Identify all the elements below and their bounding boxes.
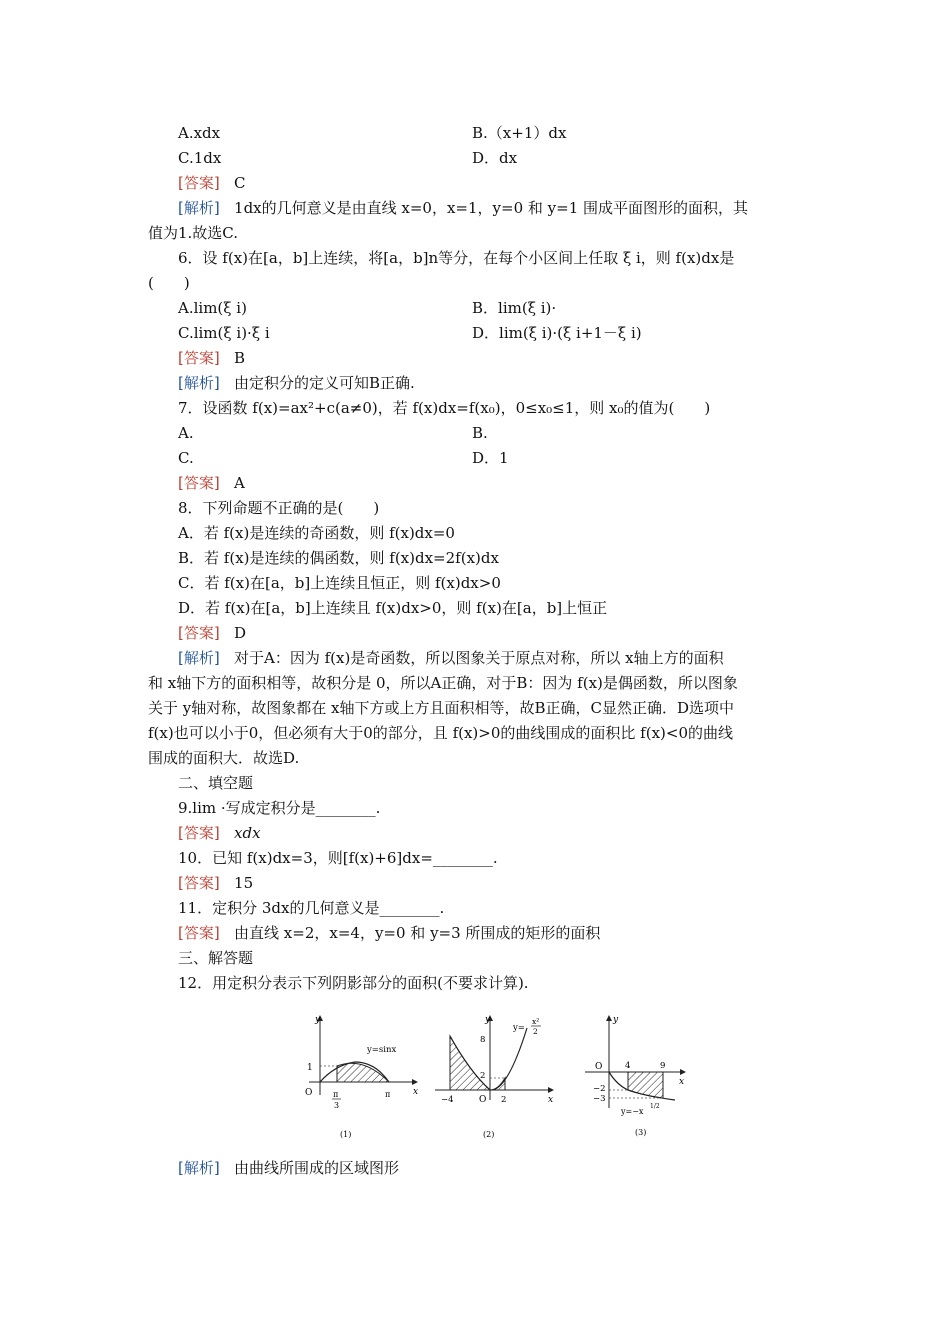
answer-tag: [答案] <box>178 474 220 492</box>
figure-3 <box>585 1015 685 1137</box>
q7-option-a: A. <box>178 424 194 442</box>
q11-stem: 11．定积分 3dx的几何意义是________. <box>178 899 445 917</box>
q7-stem: 7．设函数 f(x)=ax²+c(a≠0)，若 f(x)dx=f(x₀)，0≤x₀≤1，则 x₀的值为( ) <box>178 399 711 417</box>
q10-answer-line <box>178 873 253 893</box>
q10-stem: 10．已知 f(x)dx=3，则[f(x)+6]dx=________. <box>178 849 498 867</box>
q6-option-d: D．lim(ξ i)·(ξ i+1－ξ i) <box>472 324 642 342</box>
analysis-tag: [解析] <box>178 1159 220 1177</box>
q6-option-c: C.lim(ξ i)·ξ i <box>178 324 270 342</box>
fig2-curve-label-num: x² <box>532 1017 540 1026</box>
q5-answer: C <box>234 174 246 192</box>
fig2-origin: O <box>479 1095 487 1105</box>
q7-option-c: C. <box>178 449 194 467</box>
q5-option-b: B.（x+1）dx <box>472 124 567 142</box>
answer-tag: [答案] <box>178 824 220 842</box>
q8-option-b: B．若 f(x)是连续的偶函数，则 f(x)dx=2f(x)dx <box>178 549 499 567</box>
q8-stem: 8．下列命题不正确的是( ) <box>178 499 380 517</box>
q7-answer-line <box>178 473 245 493</box>
q8-option-a: A．若 f(x)是连续的奇函数，则 f(x)dx=0 <box>178 524 455 542</box>
fig1-origin: O <box>305 1088 313 1098</box>
fig1-curve-label: y=sinx <box>367 1045 397 1055</box>
q7-answer: A <box>234 474 245 492</box>
q8-option-d: D．若 f(x)在[a，b]上连续且 f(x)dx>0，则 f(x)在[a，b]上恒正 <box>178 599 608 617</box>
answer-tag: [答案] <box>178 349 220 367</box>
q6-answer-line <box>178 348 245 368</box>
figure-1 <box>305 1015 418 1139</box>
fig3-tick-4: 4 <box>625 1061 631 1071</box>
analysis-tag: [解析] <box>178 199 220 217</box>
q5-option-d: D．dx <box>472 149 518 167</box>
q5-analysis-text-1: 1dx的几何意义是由直线 x=0，x=1，y=0 和 y=1 围成平面图形的面积，其 <box>234 199 749 217</box>
fig2-caption: (2) <box>483 1130 495 1139</box>
q7-option-d: D．1 <box>472 449 509 467</box>
section-heading-solve: 三、解答题 <box>178 949 254 967</box>
q10-answer: 15 <box>234 874 254 892</box>
fig3-tick-neg3: −3 <box>593 1094 606 1104</box>
q12-stem: 12．用定积分表示下列阴影部分的面积(不要求计算). <box>178 974 529 992</box>
fig2-tick-2-x: 2 <box>501 1095 507 1105</box>
q8-answer: D <box>234 624 247 642</box>
answer-tag: [答案] <box>178 874 220 892</box>
fig1-y-axis-label: y <box>315 1015 321 1025</box>
q5-option-a: A.xdx <box>178 124 221 142</box>
fig3-x-axis-label: x <box>679 1077 685 1087</box>
q8-analysis-line-3: 关于 y轴对称，故图象都在 x轴下方或上方且面积相等，故B正确，C显然正确．D选项中 <box>148 699 734 717</box>
fig2-y-axis-label: y <box>485 1015 491 1025</box>
fig1-caption: (1) <box>340 1130 352 1139</box>
q8-analysis-text-1: 对于A：因为 f(x)是奇函数，所以图象关于原点对称，所以 x轴上方的面积 <box>234 649 724 667</box>
q9-answer: xdx <box>234 824 261 842</box>
fig3-y-axis-label: y <box>613 1015 619 1025</box>
answer-tag: [答案] <box>178 174 220 192</box>
q6-answer: B <box>234 349 246 367</box>
q12-analysis-line <box>178 1158 399 1178</box>
fig1-tick-pi: π <box>385 1090 391 1099</box>
fig2-x-axis-label: x <box>548 1095 554 1105</box>
fig1-x-axis-label: x <box>413 1087 419 1097</box>
q6-option-b: B．lim(ξ i)· <box>472 299 557 317</box>
fig2-tick-8: 8 <box>480 1035 486 1045</box>
analysis-tag: [解析] <box>178 649 220 667</box>
q5-option-c: C.1dx <box>178 149 222 167</box>
fig2-tick-neg4: −4 <box>441 1095 454 1105</box>
q6-stem-1: 6．设 f(x)在[a，b]上连续，将[a，b]n等分，在每个小区间上任取 ξ i，则 f(x)dx是 <box>178 249 735 267</box>
q6-stem-2: ( ) <box>148 274 190 292</box>
q8-answer-line <box>178 623 246 643</box>
q11-answer: 由直线 x=2，x=4，y=0 和 y=3 所围成的矩形的面积 <box>234 924 601 942</box>
q6-analysis-line <box>178 373 415 393</box>
fig3-tick-neg2: −2 <box>593 1084 606 1094</box>
q8-analysis-line-5: 围成的面积大．故选D. <box>148 749 300 767</box>
q5-answer-line <box>178 173 246 193</box>
q8-analysis-line-2: 和 x轴下方的面积相等，故积分是 0，所以A正确，对于B：因为 f(x)是偶函数，所以图象 <box>148 674 738 692</box>
q6-option-a: A.lim(ξ i) <box>178 299 247 317</box>
figure-2 <box>435 1015 553 1139</box>
fig3-curve-label: y=−x <box>621 1107 644 1116</box>
q8-option-c: C．若 f(x)在[a，b]上连续且恒正，则 f(x)dx>0 <box>178 574 501 592</box>
q8-analysis-line-1 <box>178 648 724 668</box>
fig1-tick-pi-num: π <box>333 1090 339 1099</box>
fig3-caption: (3) <box>635 1128 647 1137</box>
fig2-curve-label-den: 2 <box>533 1027 538 1036</box>
q12-figures <box>295 1010 695 1145</box>
q5-analysis-line-2: 值为1.故选C. <box>148 224 239 242</box>
q8-analysis-line-4: f(x)也可以小于0，但必须有大于0的部分，且 f(x)>0的曲线围成的面积比 f(x)<0的曲线 <box>148 724 733 742</box>
analysis-tag: [解析] <box>178 374 220 392</box>
fig2-tick-2-y: 2 <box>480 1071 486 1081</box>
q11-answer-line <box>178 923 600 943</box>
q12-analysis-text: 由曲线所围成的区域图形 <box>234 1159 400 1177</box>
q9-answer-line <box>178 823 261 843</box>
answer-tag: [答案] <box>178 924 220 942</box>
fig1-tick-pi-den: 3 <box>334 1101 340 1110</box>
q6-analysis-text: 由定积分的定义可知B正确. <box>234 374 415 392</box>
section-heading-fill-in: 二、填空题 <box>178 774 254 792</box>
answer-tag: [答案] <box>178 624 220 642</box>
fig3-curve-exponent: 1/2 <box>650 1103 660 1110</box>
q5-analysis-line-1 <box>178 198 748 218</box>
fig2-curve-label: y= <box>513 1023 525 1033</box>
fig1-tick-1: 1 <box>307 1063 313 1073</box>
q9-stem: 9.lim ·写成定积分是________. <box>178 799 381 817</box>
fig3-tick-9: 9 <box>660 1061 666 1071</box>
fig3-origin: O <box>595 1062 603 1072</box>
q7-option-b: B. <box>472 424 488 442</box>
